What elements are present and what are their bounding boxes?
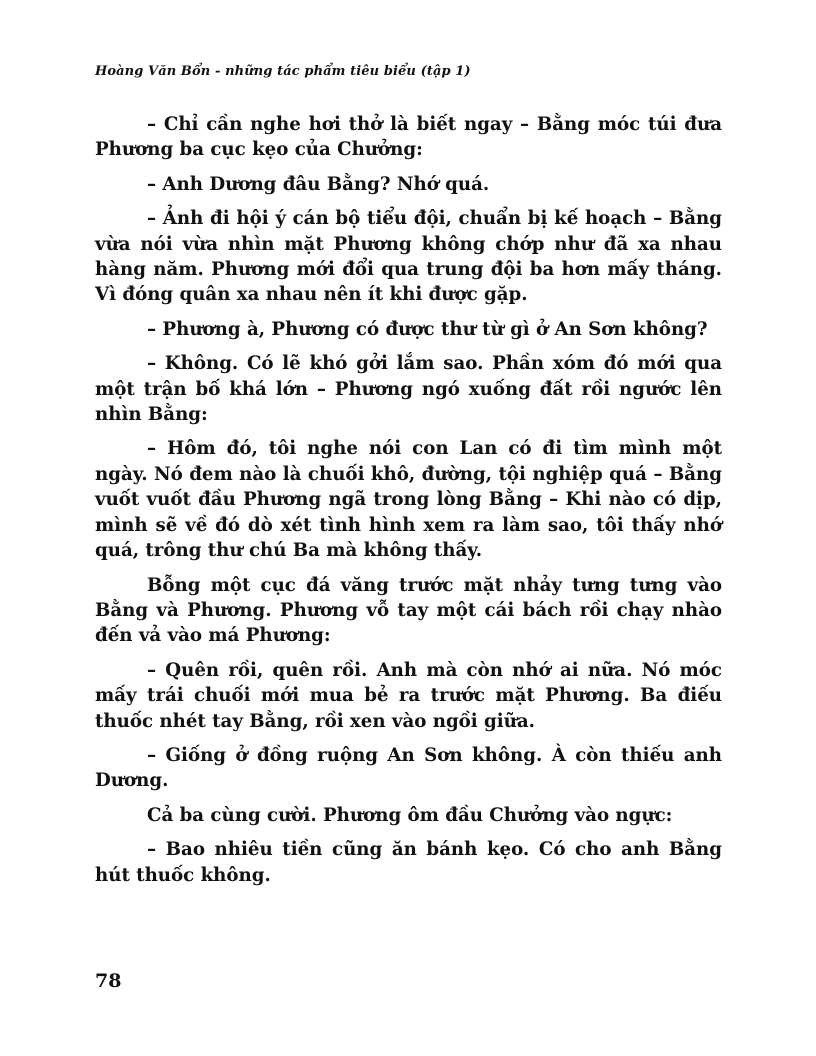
paragraph: – Giống ở đồng ruộng An Sơn không. À còn thiếu anh Dương. [95,744,722,792]
paragraph: – Anh Dương đâu Bằng? Nhớ quá. [147,173,490,195]
paragraph: – Không. Có lẽ khó gởi lắm sao. Phần xóm đó mới qua một trận bố khá lớn – Phương ngó xuống đất rồi ngước lên nhìn Bằng: [95,353,722,426]
paragraph: – Ảnh đi hội ý cán bộ tiểu đội, chuẩn bị kế hoạch – Bằng vừa nói vừa nhìn mặt Phương không chớp như đã xa nhau hàng năm. Phương mới đổi qua trung đội ba hơn mấy tháng. Vì đóng quân xa nhau nên ít khi được gặp. [95,208,722,306]
paragraph: – Quên rồi, quên rồi. Anh mà còn nhớ ai nữa. Nó móc mấy trái chuối mới mua bẻ ra trước mặt Phương. Ba điếu thuốc nhét tay Bằng, rồi xen vào ngồi giữa. [95,659,722,732]
paragraph: Bỗng một cục đá văng trước mặt nhảy tưng tưng vào Bằng và Phương. Phương vỗ tay một cái bách rồi chạy nhào đến vả vào má Phương: [95,574,722,647]
body-text [95,112,722,897]
paragraph: – Bao nhiêu tiền cũng ăn bánh kẹo. Có cho anh Bằng hút thuốc không. [95,839,722,886]
page-number: 78 [95,970,122,992]
paragraph: – Chỉ cần nghe hơi thở là biết ngay – Bằng móc túi đưa Phương ba cục kẹo của Chưởng: [95,114,722,161]
paragraph: – Hôm đó, tôi nghe nói con Lan có đi tìm mình một ngày. Nó đem nào là chuối khô, đường, tội nghiệp quá – Bằng vuốt vuốt đầu Phương ngã trong lòng Bằng – Khi nào có dịp, mình sẽ về đó dò xét tình hình xem ra làm sao, tôi thấy nhớ quá, trông thư chú Ba mà không thấy. [95,438,722,562]
paragraph: – Phương à, Phương có được thư từ gì ở An Sơn không? [147,318,708,340]
paragraph: Cả ba cùng cười. Phương ôm đầu Chưởng vào ngực: [147,804,673,826]
running-header: Hoàng Văn Bổn - những tác phẩm tiêu biểu (tập 1) [95,64,471,79]
